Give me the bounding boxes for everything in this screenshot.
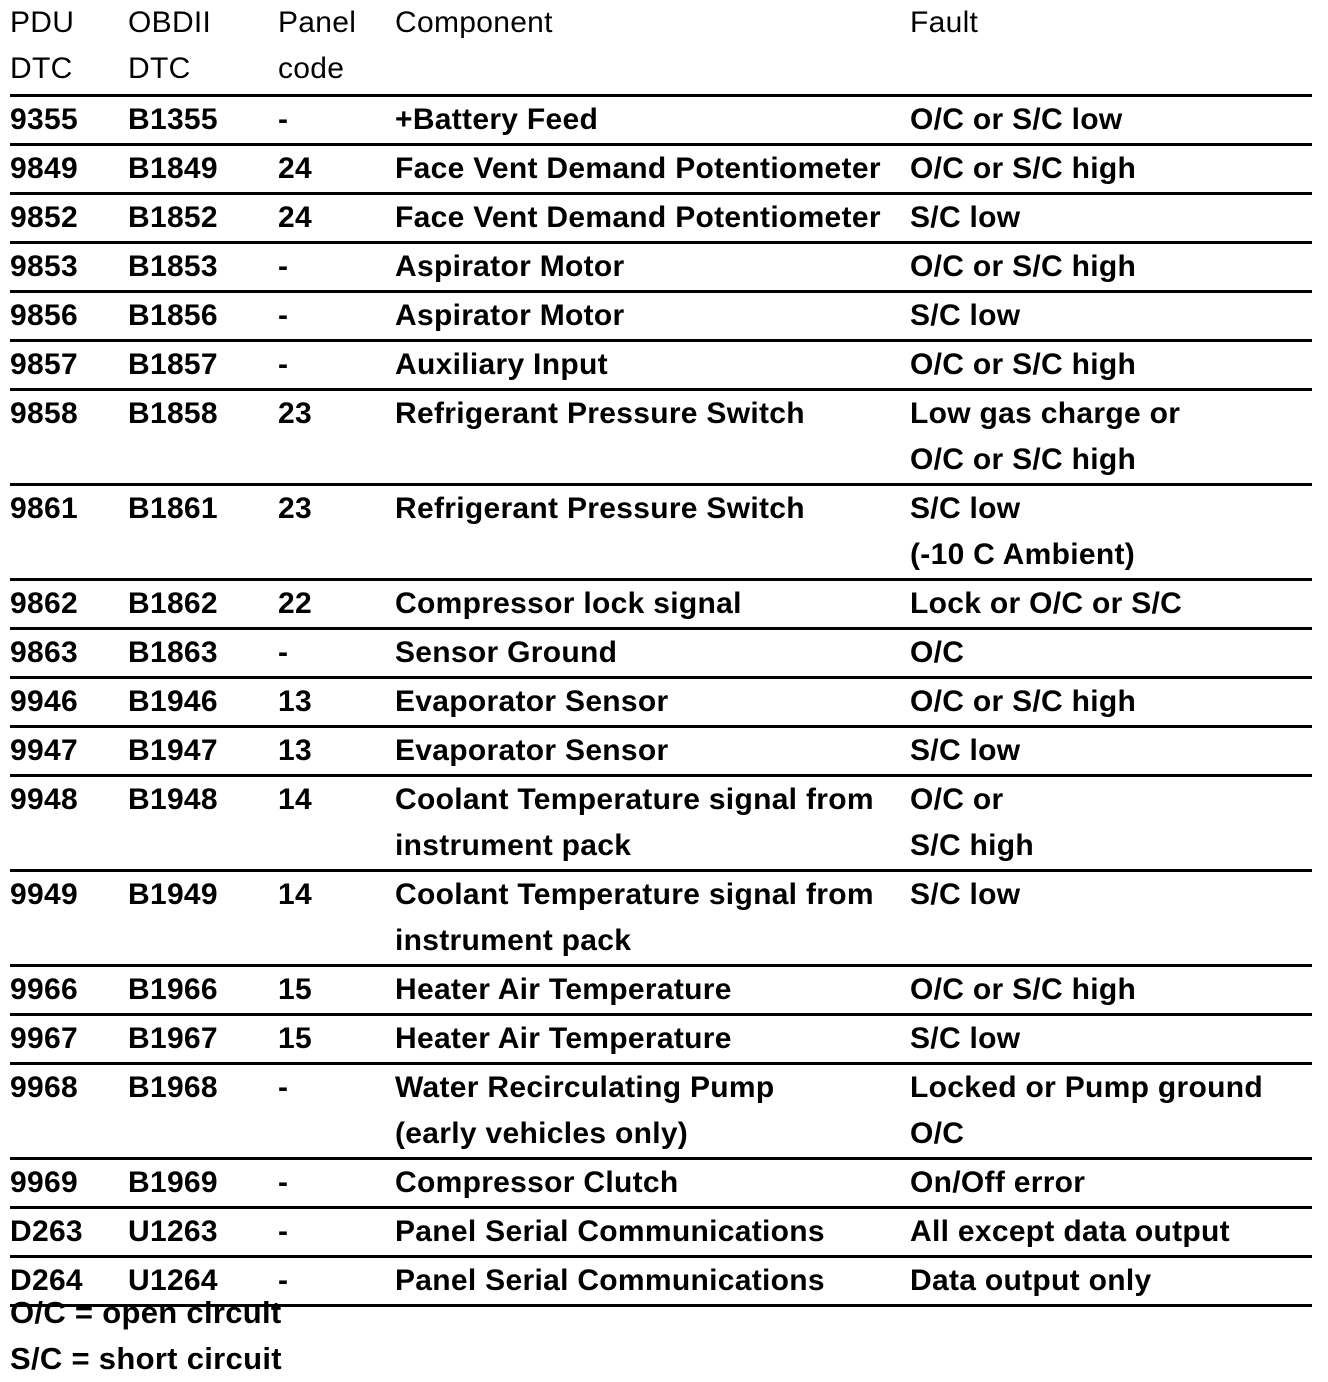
table-row [10, 966, 1312, 1015]
obdii-dtc-cell: B1949 [128, 871, 278, 966]
fault-cell-line: Lock or O/C or S/C [910, 587, 1183, 620]
fault-cell [910, 243, 1312, 292]
table-row [10, 243, 1312, 292]
pdu-dtc-cell: 9969 [10, 1159, 128, 1208]
panel-code-cell: 22 [278, 580, 395, 629]
dtc-table-body [10, 96, 1312, 1306]
header-obdii-dtc [128, 0, 278, 96]
obdii-dtc-cell: B1966 [128, 966, 278, 1015]
table-row [10, 96, 1312, 145]
obdii-dtc-cell: B1863 [128, 629, 278, 678]
component-cell [395, 871, 910, 966]
fault-cell-line: S/C high [910, 829, 1035, 862]
component-cell-line: Coolant Temperature signal from [395, 783, 874, 816]
table-row [10, 678, 1312, 727]
fault-cell [910, 871, 1312, 966]
table-row [10, 580, 1312, 629]
component-cell [395, 580, 910, 629]
fault-cell [910, 485, 1312, 580]
fault-cell-line: Locked or Pump ground [910, 1071, 1263, 1104]
component-cell [395, 194, 910, 243]
component-cell [395, 96, 910, 145]
header-text: Component [395, 6, 553, 39]
table-row [10, 1064, 1312, 1159]
fault-cell-line: O/C or S/C low [910, 103, 1123, 136]
fault-cell-line: (-10 C Ambient) [910, 538, 1136, 571]
pdu-dtc-cell: 9967 [10, 1015, 128, 1064]
component-cell-line: Panel Serial Communications [395, 1215, 825, 1248]
panel-code-cell: - [278, 292, 395, 341]
fault-cell-line: O/C or [910, 783, 1004, 816]
pdu-dtc-cell: 9853 [10, 243, 128, 292]
pdu-dtc-cell: D264 [10, 1257, 128, 1306]
component-cell-line: Coolant Temperature signal from [395, 878, 874, 911]
table-row [10, 194, 1312, 243]
fault-cell-line: O/C [910, 636, 965, 669]
component-cell-line: Evaporator Sensor [395, 734, 669, 767]
pdu-dtc-cell: 9946 [10, 678, 128, 727]
obdii-dtc-cell: B1355 [128, 96, 278, 145]
header-text: DTC [128, 52, 191, 85]
obdii-dtc-cell: B1947 [128, 727, 278, 776]
component-cell-line: Heater Air Temperature [395, 973, 732, 1006]
fault-cell [910, 966, 1312, 1015]
pdu-dtc-cell: 9856 [10, 292, 128, 341]
fault-cell [910, 629, 1312, 678]
panel-code-cell: - [278, 243, 395, 292]
component-cell-line: instrument pack [395, 924, 632, 957]
component-cell-line: Aspirator Motor [395, 250, 625, 283]
panel-code-cell: 13 [278, 678, 395, 727]
fault-cell-line: All except data output [910, 1215, 1230, 1248]
obdii-dtc-cell: B1968 [128, 1064, 278, 1159]
pdu-dtc-cell: 9947 [10, 727, 128, 776]
panel-code-cell: 14 [278, 776, 395, 871]
obdii-dtc-cell: B1948 [128, 776, 278, 871]
pdu-dtc-cell: 9852 [10, 194, 128, 243]
component-cell [395, 629, 910, 678]
component-cell-line: instrument pack [395, 829, 632, 862]
fault-cell [910, 1257, 1312, 1306]
pdu-dtc-cell: 9968 [10, 1064, 128, 1159]
table-row [10, 485, 1312, 580]
pdu-dtc-cell: 9949 [10, 871, 128, 966]
component-cell-line: Aspirator Motor [395, 299, 625, 332]
obdii-dtc-cell: B1967 [128, 1015, 278, 1064]
component-cell-line: Heater Air Temperature [395, 1022, 732, 1055]
pdu-dtc-cell: 9355 [10, 96, 128, 145]
panel-code-cell: 15 [278, 1015, 395, 1064]
obdii-dtc-cell: B1857 [128, 341, 278, 390]
abbreviation-legend [10, 1290, 282, 1382]
fault-cell [910, 292, 1312, 341]
component-cell-line: Face Vent Demand Potentiometer [395, 152, 881, 185]
component-cell [395, 485, 910, 580]
fault-cell-line: S/C low [910, 1022, 1021, 1055]
fault-cell-line: S/C low [910, 492, 1021, 525]
panel-code-cell: 13 [278, 727, 395, 776]
fault-cell-line: O/C [910, 1117, 965, 1150]
fault-cell [910, 1064, 1312, 1159]
table-row [10, 390, 1312, 485]
fault-cell-line: O/C or S/C high [910, 973, 1137, 1006]
fault-cell-line: O/C or S/C high [910, 443, 1137, 476]
fault-cell [910, 678, 1312, 727]
panel-code-cell: 24 [278, 194, 395, 243]
pdu-dtc-cell: 9849 [10, 145, 128, 194]
component-cell-line: Water Recirculating Pump [395, 1071, 775, 1104]
fault-cell [910, 194, 1312, 243]
component-cell-line: Sensor Ground [395, 636, 618, 669]
component-cell [395, 678, 910, 727]
component-cell [395, 145, 910, 194]
fault-cell [910, 341, 1312, 390]
fault-cell [910, 776, 1312, 871]
table-row [10, 1015, 1312, 1064]
component-cell [395, 776, 910, 871]
header-component [395, 0, 910, 96]
obdii-dtc-cell: B1852 [128, 194, 278, 243]
header-fault [910, 0, 1312, 96]
panel-code-cell: - [278, 1257, 395, 1306]
panel-code-cell: 14 [278, 871, 395, 966]
fault-cell [910, 580, 1312, 629]
pdu-dtc-cell: 9858 [10, 390, 128, 485]
obdii-dtc-cell: B1853 [128, 243, 278, 292]
header-row [10, 0, 1312, 96]
header-text: OBDII [128, 6, 212, 39]
panel-code-cell: - [278, 96, 395, 145]
component-cell [395, 1159, 910, 1208]
table-row [10, 629, 1312, 678]
fault-cell [910, 145, 1312, 194]
dtc-table-header [10, 0, 1312, 96]
fault-cell [910, 1159, 1312, 1208]
obdii-dtc-cell: B1849 [128, 145, 278, 194]
component-cell [395, 1015, 910, 1064]
table-row [10, 1208, 1312, 1257]
fault-cell-line: O/C or S/C high [910, 152, 1137, 185]
fault-cell-line: O/C or S/C high [910, 348, 1137, 381]
fault-cell [910, 1208, 1312, 1257]
table-row [10, 871, 1312, 966]
fault-cell-line: Data output only [910, 1264, 1152, 1297]
legend-open-circuit: O/C = open circuit [10, 1295, 282, 1330]
obdii-dtc-cell: B1862 [128, 580, 278, 629]
fault-cell-line: S/C low [910, 201, 1021, 234]
fault-cell [910, 390, 1312, 485]
header-text: code [278, 52, 345, 85]
component-cell [395, 727, 910, 776]
table-row [10, 776, 1312, 871]
panel-code-cell: - [278, 629, 395, 678]
panel-code-cell: - [278, 1159, 395, 1208]
pdu-dtc-cell: 9861 [10, 485, 128, 580]
fault-cell-line: S/C low [910, 299, 1021, 332]
component-cell-line: +Battery Feed [395, 103, 599, 136]
panel-code-cell: 15 [278, 966, 395, 1015]
component-cell-line: Evaporator Sensor [395, 685, 669, 718]
component-cell [395, 243, 910, 292]
header-text: DTC [10, 52, 73, 85]
component-cell-line: Auxiliary Input [395, 348, 608, 381]
obdii-dtc-cell: B1861 [128, 485, 278, 580]
component-cell [395, 1208, 910, 1257]
fault-cell-line: S/C low [910, 878, 1021, 911]
fault-cell-line: S/C low [910, 734, 1021, 767]
component-cell-line: Compressor Clutch [395, 1166, 679, 1199]
pdu-dtc-cell: D263 [10, 1208, 128, 1257]
obdii-dtc-cell: U1263 [128, 1208, 278, 1257]
component-cell-line: (early vehicles only) [395, 1117, 689, 1150]
obdii-dtc-cell: B1858 [128, 390, 278, 485]
fault-cell-line: O/C or S/C high [910, 685, 1137, 718]
component-cell-line: Panel Serial Communications [395, 1264, 825, 1297]
pdu-dtc-cell: 9966 [10, 966, 128, 1015]
table-row [10, 292, 1312, 341]
header-pdu-dtc [10, 0, 128, 96]
component-cell-line: Refrigerant Pressure Switch [395, 492, 805, 525]
panel-code-cell: 23 [278, 390, 395, 485]
panel-code-cell: - [278, 1064, 395, 1159]
dtc-document [10, 0, 1312, 1307]
table-row [10, 341, 1312, 390]
component-cell-line: Compressor lock signal [395, 587, 742, 620]
table-row [10, 727, 1312, 776]
component-cell [395, 966, 910, 1015]
header-text: Fault [910, 6, 979, 39]
obdii-dtc-cell: B1856 [128, 292, 278, 341]
component-cell-line: Face Vent Demand Potentiometer [395, 201, 881, 234]
header-text: Panel [278, 6, 357, 39]
obdii-dtc-cell: B1969 [128, 1159, 278, 1208]
component-cell [395, 292, 910, 341]
component-cell [395, 1257, 910, 1306]
pdu-dtc-cell: 9862 [10, 580, 128, 629]
table-row [10, 145, 1312, 194]
fault-cell-line: Low gas charge or [910, 397, 1181, 430]
fault-cell [910, 727, 1312, 776]
obdii-dtc-cell: B1946 [128, 678, 278, 727]
pdu-dtc-cell: 9863 [10, 629, 128, 678]
fault-cell [910, 1015, 1312, 1064]
component-cell [395, 341, 910, 390]
component-cell [395, 1064, 910, 1159]
pdu-dtc-cell: 9948 [10, 776, 128, 871]
fault-cell [910, 96, 1312, 145]
fault-cell-line: On/Off error [910, 1166, 1086, 1199]
header-text: PDU [10, 6, 75, 39]
panel-code-cell: - [278, 1208, 395, 1257]
pdu-dtc-cell: 9857 [10, 341, 128, 390]
legend-short-circuit: S/C = short circuit [10, 1341, 282, 1376]
dtc-table [10, 0, 1312, 1307]
obdii-dtc-cell: U1264 [128, 1257, 278, 1306]
table-row [10, 1159, 1312, 1208]
panel-code-cell: 24 [278, 145, 395, 194]
component-cell [395, 390, 910, 485]
fault-cell-line: O/C or S/C high [910, 250, 1137, 283]
panel-code-cell: - [278, 341, 395, 390]
header-panel-code [278, 0, 395, 96]
component-cell-line: Refrigerant Pressure Switch [395, 397, 805, 430]
panel-code-cell: 23 [278, 485, 395, 580]
